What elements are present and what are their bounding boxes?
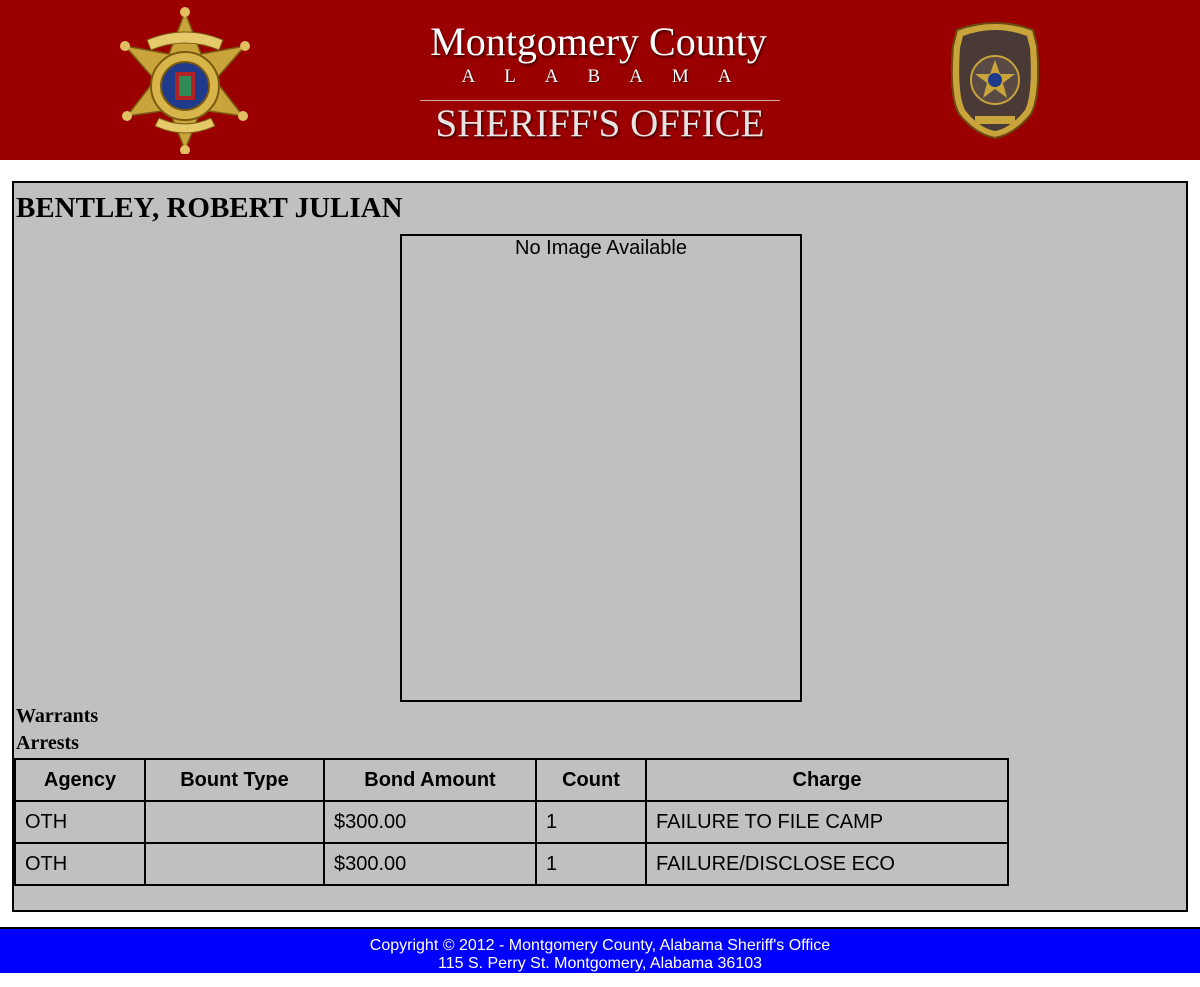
- inmate-detail-panel: [12, 181, 1188, 912]
- sheriff-star-badge-icon: [105, 6, 265, 154]
- arrests-heading: Arrests: [16, 732, 79, 754]
- footer-copyright: Copyright © 2012 - Montgomery County, Alabama Sheriff's Office: [369, 937, 831, 954]
- column-header-count: Count: [536, 759, 646, 801]
- column-header-charge: Charge: [646, 759, 1008, 801]
- warrants-heading: Warrants: [16, 705, 99, 727]
- banner-office: SHERIFF'S OFFICE: [435, 102, 765, 145]
- table-row: [15, 843, 1008, 885]
- cell-bount-type: [145, 801, 324, 843]
- banner-title: [410, 20, 790, 147]
- column-header-bond-amount: Bond Amount: [324, 759, 536, 801]
- cell-agency: OTH: [15, 801, 145, 843]
- cell-bount-type: [145, 843, 324, 885]
- site-footer: [0, 927, 1200, 973]
- cell-bond-amount: $300.00: [324, 801, 536, 843]
- cell-charge: FAILURE/DISCLOSE ECO: [646, 843, 1008, 885]
- cell-count: 1: [536, 801, 646, 843]
- arrests-table: [14, 758, 1009, 886]
- column-header-bount-type: Bount Type: [145, 759, 324, 801]
- cell-bond-amount: $300.00: [324, 843, 536, 885]
- banner-state: ALABAMA: [461, 66, 761, 87]
- cell-count: 1: [536, 843, 646, 885]
- sheriff-shield-patch-icon: [945, 16, 1045, 140]
- inmate-photo: [400, 234, 802, 702]
- cell-agency: OTH: [15, 843, 145, 885]
- photo-placeholder-text: No Image Available: [515, 237, 687, 259]
- cell-charge: FAILURE TO FILE CAMP: [646, 801, 1008, 843]
- table-header-row: [15, 759, 1008, 801]
- inmate-name: BENTLEY, ROBERT JULIAN: [16, 192, 403, 224]
- footer-address: 115 S. Perry St. Montgomery, Alabama 36103: [437, 955, 763, 972]
- table-row: [15, 801, 1008, 843]
- banner-county: Montgomery County: [430, 19, 767, 64]
- site-header: [0, 0, 1200, 160]
- column-header-agency: Agency: [15, 759, 145, 801]
